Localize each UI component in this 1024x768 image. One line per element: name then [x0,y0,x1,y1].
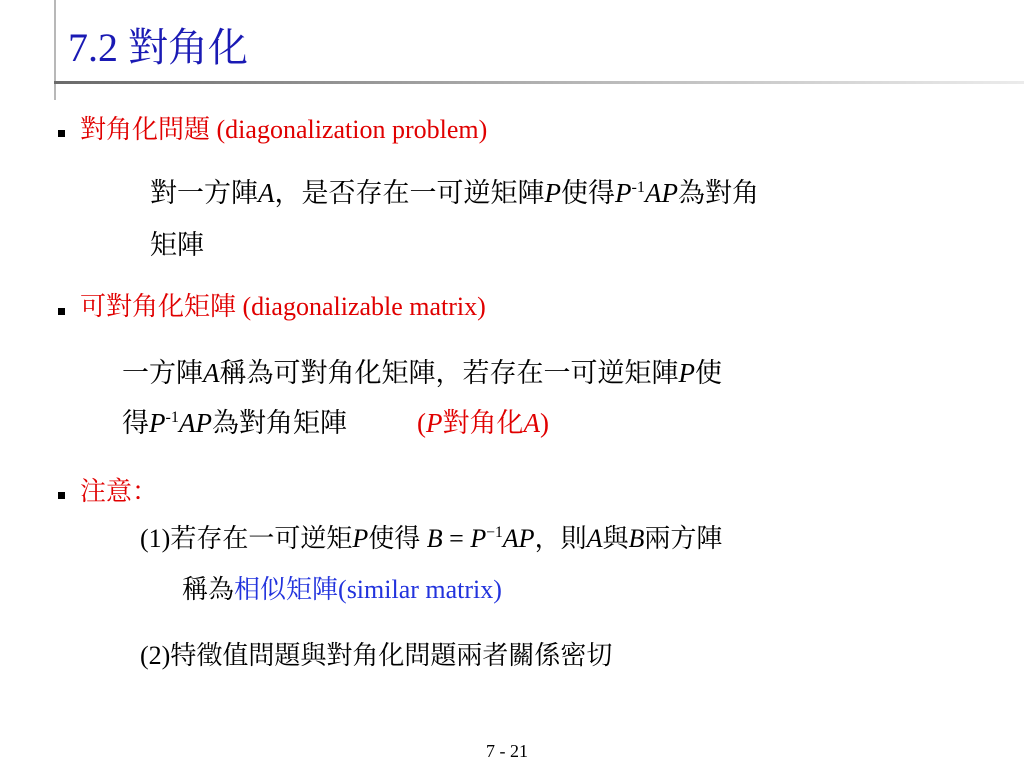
text: 使得 [561,178,615,208]
bullet-2 [58,308,65,315]
var-AP: AP [644,178,678,208]
section-1-heading-zh: 對角化問題 [80,115,211,144]
section-2-heading [80,294,486,320]
section-1-heading [80,117,487,143]
bullet-3 [58,492,65,499]
text: 若存在一可逆矩 [170,524,353,553]
text: 特徵值問題與對角化問題兩者關係密切 [170,641,613,670]
section-3-heading: 注意： [80,477,159,506]
bullet-1 [58,130,65,137]
text: 與 [602,524,629,553]
var-P: P [149,408,166,438]
text: 兩方陣 [644,524,723,553]
equals: = [442,524,471,553]
var-AP: AP [502,524,535,553]
item-number: (2) [140,641,171,670]
section-1-line-1 [150,180,759,207]
text: 對角化 [442,408,524,438]
text: 為對角矩陣 [211,408,347,438]
text: ( [416,408,426,438]
slide-title: 7.2 對角化 [68,25,248,70]
section-2-heading-en: (diagonalizable matrix) [236,292,486,321]
text: 使 [695,358,722,388]
text: 一方陣 [122,358,203,388]
section-1-line-2: 矩陣 [150,230,204,260]
text: 使得 [368,524,427,553]
section-2-line-1 [122,360,722,387]
item-number: (1) [140,524,171,553]
superscript: -1 [165,408,179,426]
var-A: A [258,178,275,208]
text: 為對角 [677,178,759,208]
var-B: B [628,524,645,553]
superscript: -1 [631,178,645,196]
note-1-line-2 [182,577,502,603]
section-2-heading-zh: 可對角化矩陣 [80,292,237,321]
paren-note [417,408,549,438]
text: ) [539,408,549,438]
var-A: A [203,358,220,388]
text: 得 [122,408,149,438]
var-P: P [352,524,369,553]
var-P: P [425,408,443,438]
note-1-line-1 [140,526,722,552]
note-2 [140,643,612,669]
section-2-line-2 [122,410,549,437]
similar-matrix-en: (similar matrix) [338,575,502,604]
var-A: A [586,524,603,553]
similar-matrix-zh: 相似矩陣 [234,575,339,604]
var-P: P [470,524,487,553]
text: ，則 [534,524,587,553]
text: 稱為 [182,575,235,604]
text: ，是否存在一可逆矩陣 [274,178,545,208]
var-P: P [678,358,695,388]
title-left-rule [54,0,56,100]
section-1-heading-en: (diagonalization problem) [210,115,488,144]
text: 對一方陣 [150,178,258,208]
var-A: A [523,408,540,438]
page-number: 7 - 21 [486,741,528,761]
var-P: P [544,178,561,208]
superscript: −1 [486,524,503,541]
var-AP: AP [178,408,212,438]
text: 稱為可對角化矩陣，若存在一可逆矩陣 [219,358,679,388]
var-B: B [426,524,443,553]
title-underline [54,81,1024,84]
var-P: P [615,178,632,208]
